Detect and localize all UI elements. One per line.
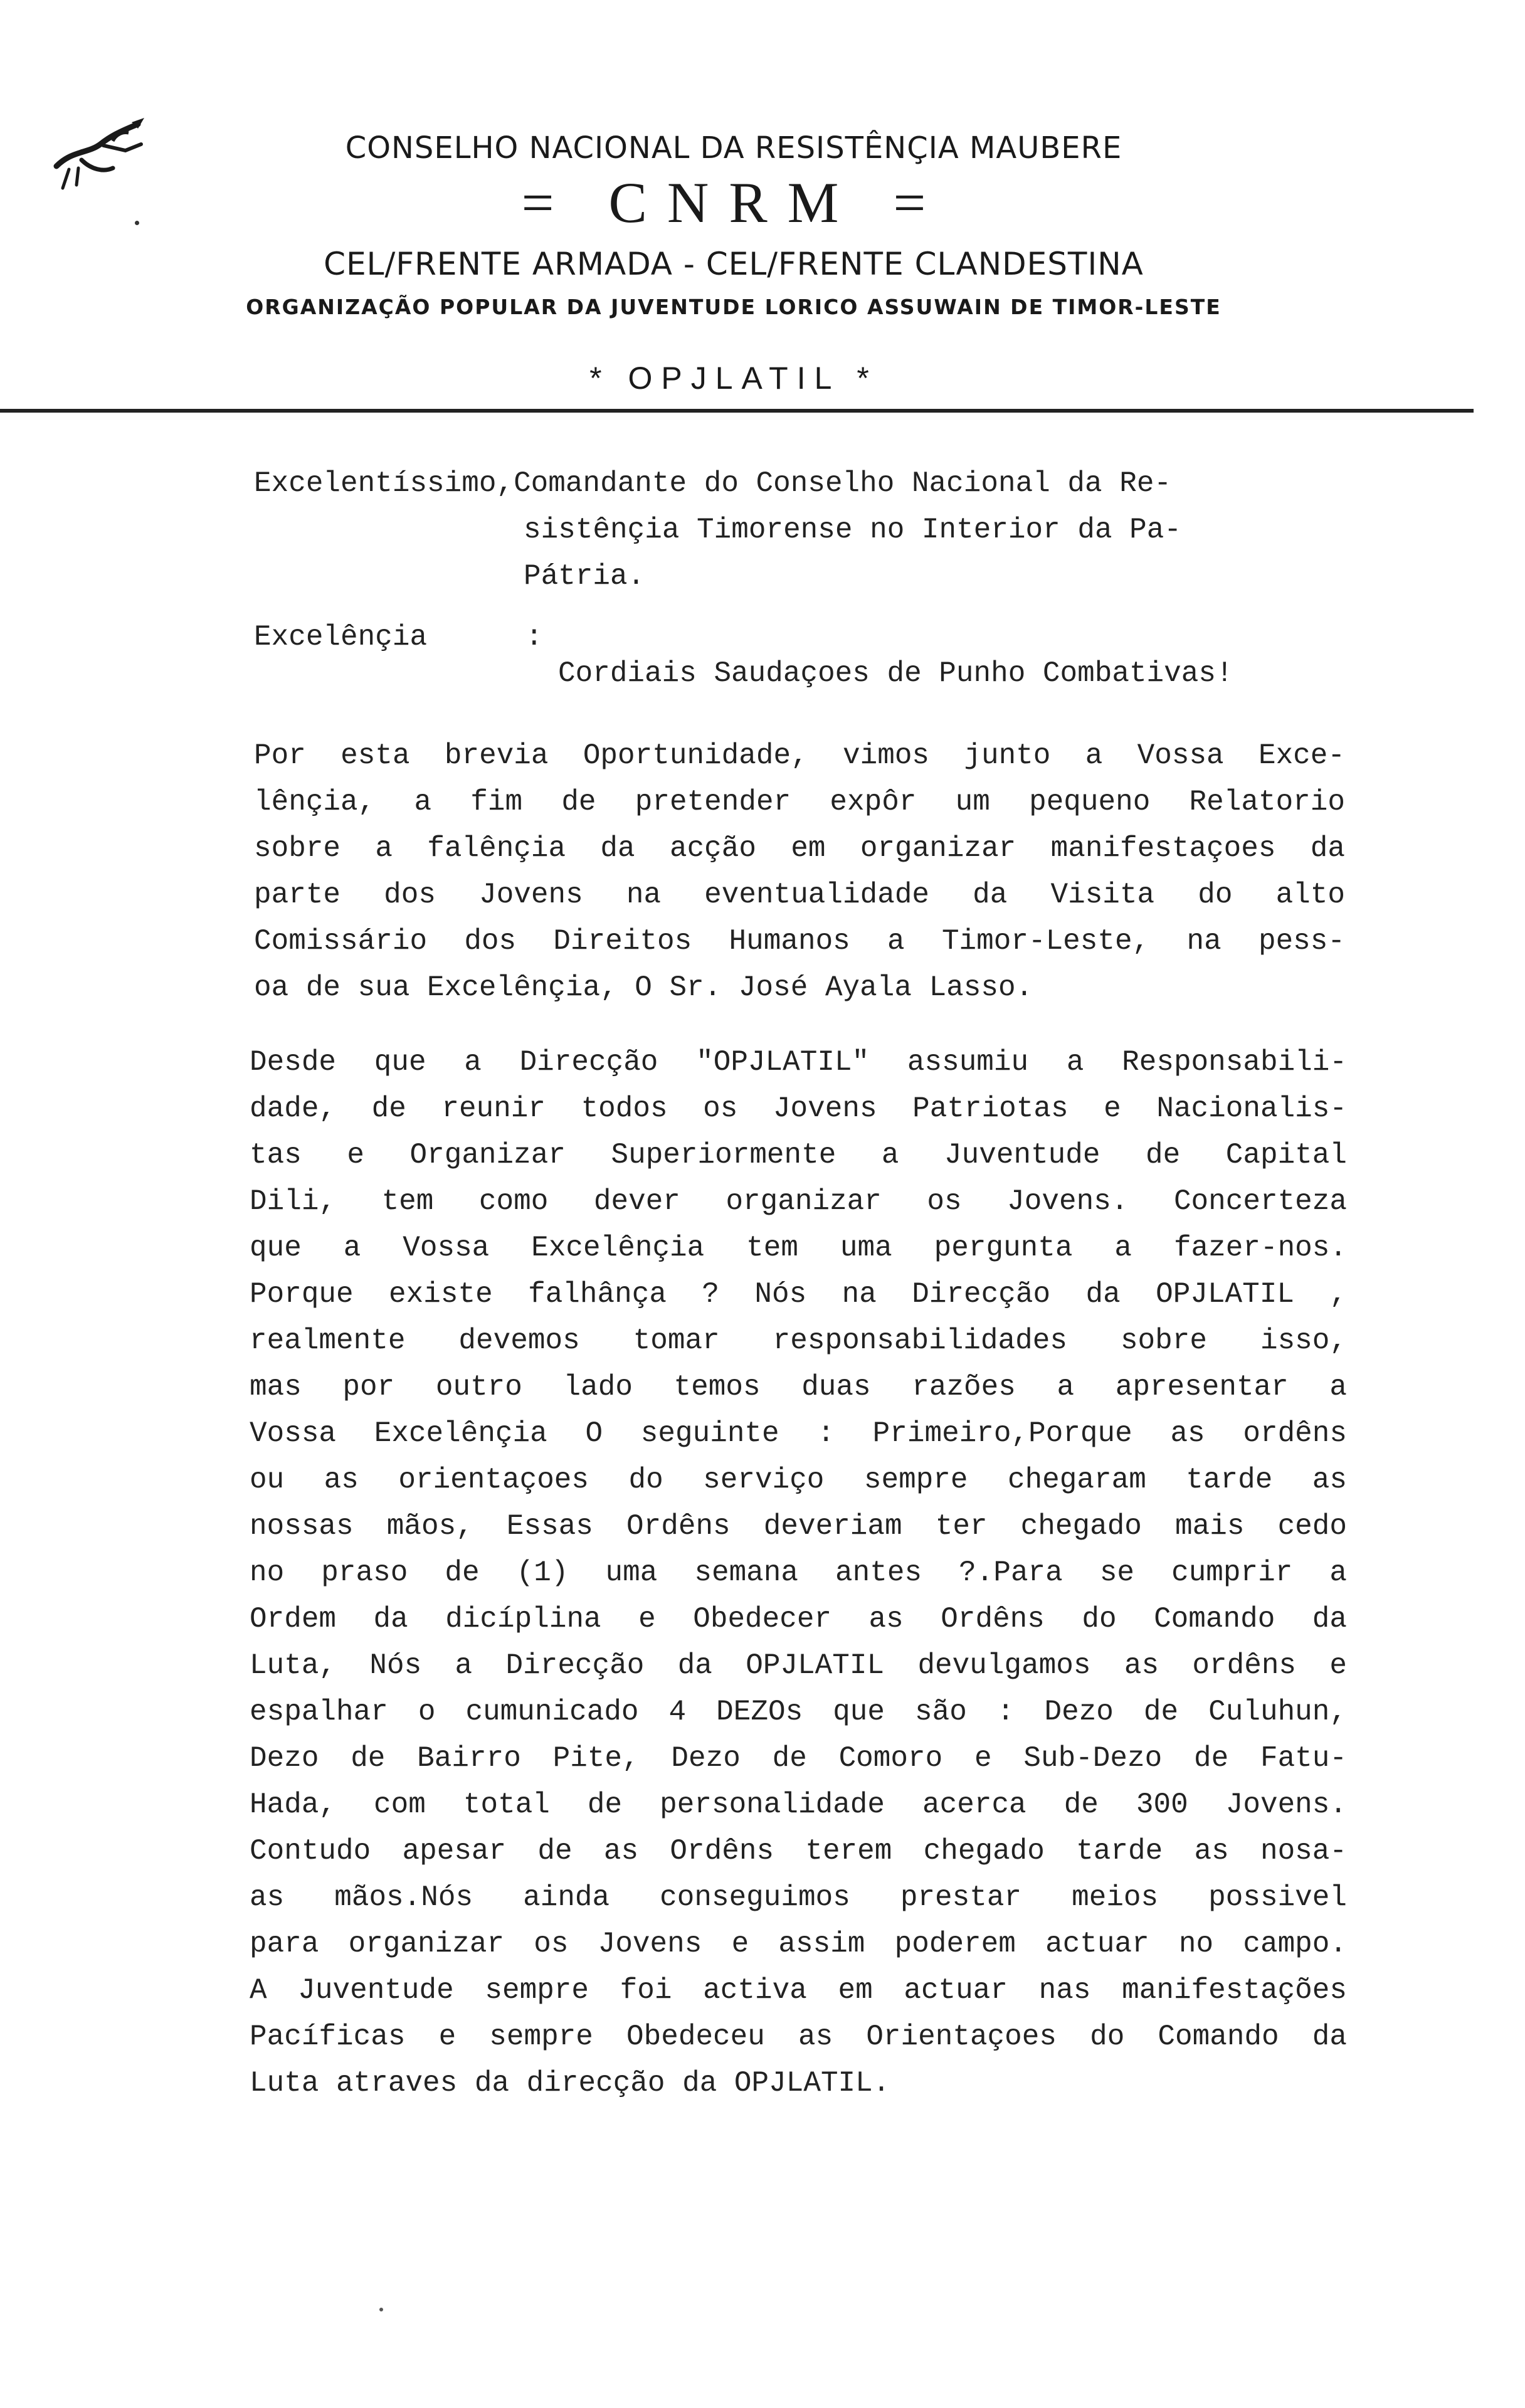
fronts-line: CEL/FRENTE ARMADA - CEL/FRENTE CLANDESTINA <box>324 246 1144 282</box>
text-line: Dili, tem como dever organizar os Jovens. Concerteza <box>250 1185 1347 1218</box>
text-line: Contudo apesar de as Ordêns terem chegado tarde as nosa- <box>250 1835 1347 1867</box>
text-line: dade, de reunir todos os Jovens Patriotas e Nacionalis- <box>250 1092 1347 1125</box>
text-line: no praso de (1) uma semana antes ?.Para se cumprir a <box>250 1556 1347 1589</box>
text-line: Desde que a Direcção "OPJLATIL" assumiu a Responsabili- <box>250 1046 1347 1079</box>
ink-mark <box>135 221 139 225</box>
addressee-line: Excelentíssimo,Comandante do Conselho Nacional da Re- <box>254 467 1172 500</box>
text-line: as mãos.Nós ainda conseguimos prestar meios possivel <box>250 1881 1347 1914</box>
text-line: tas e Organizar Superiormente a Juventude de Capital <box>250 1139 1347 1171</box>
body-paragraph-2 <box>250 1039 1347 2106</box>
text-line: para organizar os Jovens e assim poderem actuar no campo. <box>250 1928 1347 1960</box>
ink-mark <box>379 2308 383 2311</box>
text-line: Comissário dos Direitos Humanos a Timor-Leste, na pess- <box>254 925 1345 958</box>
text-line: parte dos Jovens na eventualidade da Visita do alto <box>254 879 1345 911</box>
text-line: que a Vossa Excelênçia tem uma pergunta a fazer-nos. <box>250 1232 1347 1264</box>
text-line: Vossa Excelênçia O seguinte : Primeiro,Porque as ordêns <box>250 1417 1347 1450</box>
text-line: Pacíficas e sempre Obedeceu as Orientaçoes do Comando da <box>250 2020 1347 2053</box>
youth-organization: ORGANIZAÇÃO POPULAR DA JUVENTUDE LORICO ASSUWAIN DE TIMOR-LESTE <box>246 295 1222 319</box>
text-line: realmente devemos tomar responsabilidades sobre isso, <box>250 1324 1347 1357</box>
text-line: Hada, com total de personalidade acerca de 300 Jovens. <box>250 1788 1347 1821</box>
salutation-colon: : <box>525 621 543 653</box>
text-line: A Juventude sempre foi activa em actuar nas manifestações <box>250 1974 1347 2007</box>
salutation-label: Excelênçia <box>254 621 428 653</box>
text-line: sobre a falênçia da acção em organizar manifestaçoes da <box>254 832 1345 865</box>
text-line: ou as orientaçoes do serviço sempre chegaram tarde as <box>250 1464 1347 1496</box>
addressee-line: Pátria. <box>524 560 645 593</box>
salutation-text: Cordiais Saudaçoes de Punho Combativas! <box>558 657 1233 690</box>
text-line: espalhar o cumunicado 4 DEZOs que são : Dezo de Culuhun, <box>250 1696 1347 1728</box>
text-line: Ordem da dicíplina e Obedecer as Ordêns do Comando da <box>250 1603 1347 1635</box>
text-line: Luta, Nós a Direcção da OPJLATIL devulgamos as ordêns e <box>250 1649 1347 1682</box>
text-line: lênçia, a fim de pretender expôr um pequeno Relatorio <box>254 786 1345 818</box>
header-divider <box>0 409 1474 413</box>
text-line: nossas mãos, Essas Ordêns deveriam ter chegado mais cedo <box>250 1510 1347 1543</box>
text-line: mas por outro lado temos duas razões a apresentar a <box>250 1371 1347 1403</box>
addressee-line: sistênçia Timorense no Interior da Pa- <box>524 514 1181 546</box>
organization-acronym: = CNRM = <box>521 171 946 235</box>
youth-acronym: * OPJLATIL * <box>589 361 878 396</box>
text-line: Dezo de Bairro Pite, Dezo de Comoro e Sub-Dezo de Fatu- <box>250 1742 1347 1775</box>
organization-name: CONSELHO NACIONAL DA RESISTÊNÇIA MAUBERE <box>345 130 1122 166</box>
text-line: Luta atraves da direcção da OPJLATIL. <box>250 2067 890 2099</box>
body-paragraph-1 <box>254 732 1345 1011</box>
text-line: Por esta brevia Oportunidade, vimos junto a Vossa Exce- <box>254 739 1345 772</box>
text-line: Porque existe falhânça ? Nós na Direcção da OPJLATIL , <box>250 1278 1347 1311</box>
text-line: oa de sua Excelênçia, O Sr. José Ayala Lasso. <box>254 971 1033 1004</box>
